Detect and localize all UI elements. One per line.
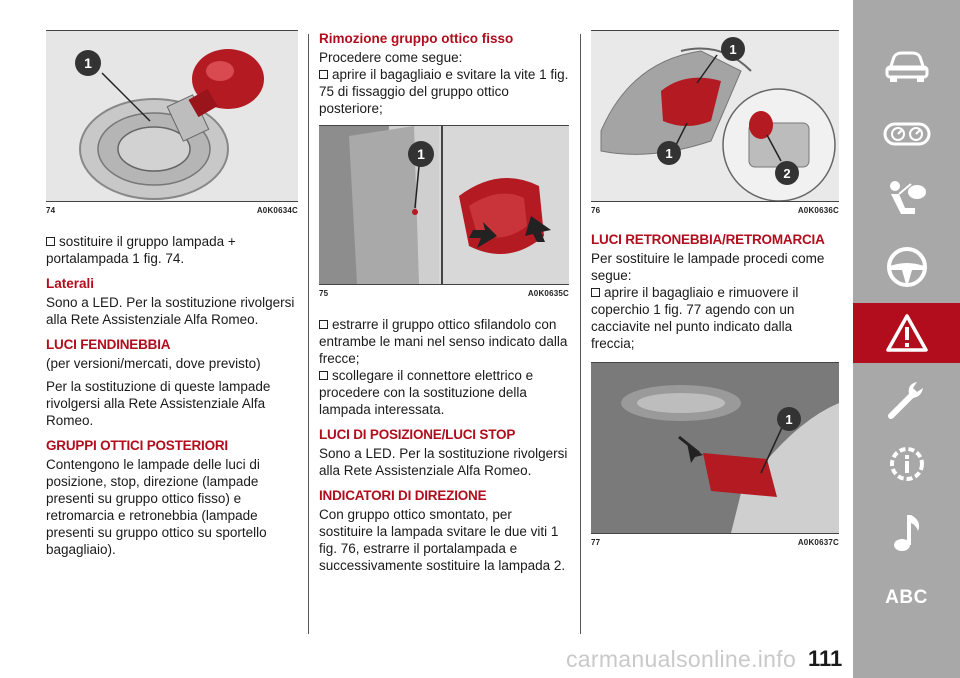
bullet-text: aprire il bagagliaio e svitare la vite 1 fig. 75 di fissaggio del gruppo ottico posteriore; — [319, 67, 569, 116]
direzione-text: Con gruppo ottico smontato, per sostituire la lampada svitare le due viti 1 fig. 76, estrarre il portalampada e successivamente sostituire la lampada 2. — [319, 507, 566, 573]
tail-light-illustration — [591, 31, 839, 201]
section-title-direzione: INDICATORI DI DIREZIONE — [319, 488, 487, 503]
section-title-fendinebbia: LUCI FENDINEBBIA — [46, 337, 171, 352]
music-note-icon — [890, 511, 924, 555]
checkbox-bullet-icon — [46, 237, 55, 246]
sidebar-item-multimedia[interactable] — [853, 503, 960, 563]
figure-76 — [591, 30, 839, 215]
bullet-item — [46, 233, 298, 267]
figure-number: 75 — [319, 289, 329, 298]
posteriori-text: Contengono le lampade delle luci di posizione, stop, direzione (lampade presenti su gruppo ottico fisso) e retromarcia e retronebbia (lampade presenti su gruppo ottico su sportello bagagliaio). — [46, 457, 267, 557]
retro-intro: Per sostituire le lampade procedi come segue: — [591, 251, 825, 283]
checkbox-bullet-icon — [319, 320, 328, 329]
column-divider-2 — [580, 34, 581, 634]
abc-label: ABC — [885, 587, 928, 608]
callout-1: 1 — [417, 146, 425, 162]
column-1 — [46, 30, 298, 558]
rimozione-intro: Procedere come segue: — [319, 50, 463, 65]
figure-caption — [319, 284, 569, 298]
watermark: carmanualsonline.info — [566, 646, 797, 672]
chapter-sidebar — [853, 0, 960, 678]
car-icon — [884, 49, 930, 83]
trunk-cover-illustration — [591, 363, 839, 533]
figure-75 — [319, 125, 569, 298]
checkbox-bullet-icon — [319, 70, 328, 79]
laterali-text: Sono a LED. Per la sostituzione rivolgersi alla Rete Assistenziale Alfa Romeo. — [46, 295, 295, 327]
section-title-rimozione: Rimozione gruppo ottico fisso — [319, 31, 514, 46]
bullet-item — [591, 284, 839, 352]
figure-code: A0K0636C — [797, 206, 839, 215]
page-number: 111 — [808, 646, 843, 671]
figure-code: A0K0637C — [797, 538, 839, 547]
sidebar-item-car[interactable] — [853, 36, 960, 96]
lamp-assembly-illustration — [46, 31, 298, 201]
sidebar-item-dashboard[interactable] — [853, 104, 960, 164]
bullet-text: aprire il bagagliaio e rimuovere il coperchio 1 fig. 77 agendo con un cacciavite nel punto indicato dalla freccia; — [591, 285, 799, 351]
bullet-item — [319, 316, 569, 367]
sidebar-item-technical-data[interactable] — [853, 434, 960, 494]
figure-77 — [591, 362, 839, 547]
sidebar-item-index[interactable] — [853, 568, 960, 628]
callout-1: 1 — [729, 42, 737, 57]
figure-number: 76 — [591, 206, 601, 215]
figure-code: A0K0635C — [527, 289, 569, 298]
airbag-seat-icon — [885, 178, 929, 222]
figure-caption — [46, 201, 298, 215]
bullet-text: estrarre il gruppo ottico sfilandolo con entrambe le mani nel senso indicato dalla frecce; — [319, 317, 568, 366]
figure-caption — [591, 201, 839, 215]
sidebar-item-emergency[interactable] — [853, 303, 960, 363]
callout-1b: 1 — [665, 146, 673, 161]
section-title-posizione: LUCI DI POSIZIONE/LUCI STOP — [319, 427, 516, 442]
checkbox-bullet-icon — [591, 288, 600, 297]
steering-wheel-icon — [886, 246, 928, 288]
callout-1: 1 — [84, 55, 92, 71]
figure-number: 77 — [591, 538, 601, 547]
sidebar-item-safety[interactable] — [853, 170, 960, 230]
figure-code: A0K0634C — [256, 206, 298, 215]
section-title-retronebbia: LUCI RETRONEBBIA/RETROMARCIA — [591, 232, 825, 247]
wrench-icon — [885, 378, 929, 422]
warning-icon — [885, 313, 929, 353]
callout-2: 2 — [783, 166, 791, 181]
column-2 — [319, 30, 569, 574]
checkbox-bullet-icon — [319, 371, 328, 380]
bullet-item — [319, 367, 569, 418]
bullet-item — [319, 66, 569, 117]
bullet-text: scollegare il connettore elettrico e procedere con la sostituzione della lampada interessata. — [319, 368, 534, 417]
sidebar-item-driving[interactable] — [853, 237, 960, 297]
column-3 — [591, 30, 839, 547]
column-divider-1 — [308, 34, 309, 634]
posizione-text: Sono a LED. Per la sostituzione rivolgersi alla Rete Assistenziale Alfa Romeo. — [319, 446, 568, 478]
sidebar-item-maintenance[interactable] — [853, 370, 960, 430]
trunk-screw-illustration — [319, 126, 569, 284]
info-gear-icon — [885, 442, 929, 486]
section-title-laterali: Laterali — [46, 276, 95, 291]
section-title-posteriori: GRUPPI OTTICI POSTERIORI — [46, 438, 228, 453]
figure-number: 74 — [46, 206, 56, 215]
dashboard-icon — [883, 122, 931, 146]
callout-1: 1 — [785, 412, 793, 427]
fendinebbia-note: (per versioni/mercati, dove previsto) — [46, 356, 261, 371]
figure-caption — [591, 533, 839, 547]
figure-74 — [46, 30, 298, 215]
fendinebbia-text: Per la sostituzione di queste lampade rivolgersi alla Rete Assistenziale Alfa Romeo. — [46, 379, 271, 428]
bullet-text: sostituire il gruppo lampada + portalampada 1 fig. 74. — [46, 234, 236, 266]
